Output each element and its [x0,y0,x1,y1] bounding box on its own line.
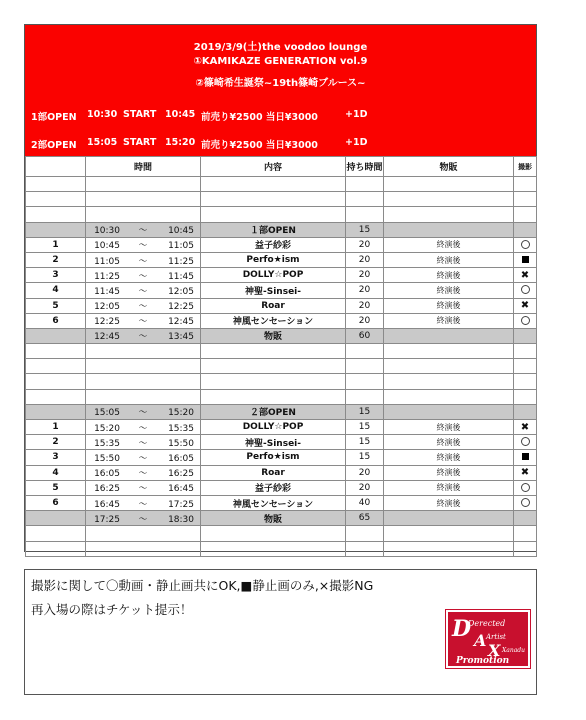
slot-number [26,389,86,404]
blank-row [26,541,537,556]
circle-icon [521,483,530,492]
slot-photo [514,359,537,374]
slot-time [86,298,201,313]
col-photo: 撮影 [514,157,537,177]
slot-duration: 65 [346,511,384,526]
tilde: ～ [138,469,148,480]
slot-number [26,328,86,343]
slot-merch: 終演後 [384,313,514,328]
table-row [26,237,537,252]
circle-icon [521,285,530,294]
slot-act: 物販 [201,328,346,343]
table-row [26,480,537,495]
slot-number [26,511,86,526]
slot-merch [384,328,514,343]
slot-number [26,177,86,192]
slot-merch: 終演後 [384,420,514,435]
tilde: ～ [138,317,148,328]
event-title-1: ①KAMIKAZE GENERATION vol.9 [193,56,368,67]
slot-act [201,359,346,374]
slot-number [26,374,86,389]
schedule-sheet [24,24,537,552]
slot-duration [346,207,384,222]
slot-time [86,450,201,465]
slot-merch: 終演後 [384,252,514,267]
end-time: 17:25 [168,499,194,510]
slot-photo [514,283,537,298]
slot-time [86,283,201,298]
slot-photo [514,177,537,192]
blank-row [26,526,537,541]
slot-merch [384,207,514,222]
table-row [26,465,537,480]
start-time: 17:25 [94,514,120,525]
start-time: 16:05 [94,469,120,480]
logo-big-x: X [488,641,501,660]
slot-act: Perfo★ism [201,252,346,267]
slot-act [201,541,346,556]
end-time: 15:50 [168,438,194,449]
table-row [26,435,537,450]
slot-number: 3 [26,450,86,465]
slot-duration: 60 [346,328,384,343]
slot-photo [514,541,537,556]
slot-time [86,222,201,237]
cross-icon: ✖ [520,300,530,312]
slot-duration: 15 [346,420,384,435]
slot-number: 3 [26,268,86,283]
slot-photo [514,404,537,419]
slot-number: 6 [26,313,86,328]
slot-merch: 終演後 [384,495,514,510]
slot-merch [384,541,514,556]
square-icon [522,256,529,263]
section-row [26,222,537,237]
table-header [26,157,537,177]
circle-icon [521,240,530,249]
slot-act: 神風センセーション [201,313,346,328]
slot-merch [384,389,514,404]
slot-photo [514,495,537,510]
section-row [26,404,537,419]
slot-duration [346,541,384,556]
slot-number [26,207,86,222]
tilde: ～ [138,408,148,419]
slot-time [86,344,201,359]
end-time: 13:45 [168,332,194,343]
slot-duration: 20 [346,480,384,495]
start-time: 10:45 [94,241,120,252]
slot-merch [384,222,514,237]
tilde: ～ [138,453,148,464]
slot-act: Roar [201,298,346,313]
slot-merch [384,404,514,419]
blank-row [26,359,537,374]
slot-act [201,192,346,207]
slot-time [86,389,201,404]
logo-line1: Derected [468,619,506,628]
slot-merch: 終演後 [384,435,514,450]
slot-act: 神聖-Sinsei- [201,283,346,298]
logo-big-d: D [452,616,472,642]
start-time: 11:25 [94,271,120,282]
slot-number [26,526,86,541]
blank-row [26,207,537,222]
table-row [26,252,537,267]
start-time: 15:20 [94,423,120,434]
slot-number: 6 [26,495,86,510]
logo-graphic [448,612,528,666]
table-row [26,420,537,435]
logo-line4: Promotion [456,656,510,666]
slot-photo [514,480,537,495]
slot-photo [514,252,537,267]
slot-number: 1 [26,237,86,252]
end-time: 16:25 [168,469,194,480]
end-time: 15:35 [168,423,194,434]
slot-number: 2 [26,435,86,450]
col-merch: 物販 [384,157,514,177]
slot-time [86,495,201,510]
slot-duration [346,359,384,374]
slot-time [86,359,201,374]
slot-photo [514,237,537,252]
cross-icon: ✖ [520,467,530,479]
col-duration: 持ち時間 [346,157,384,177]
tilde: ～ [138,484,148,495]
table-row [26,313,537,328]
blank-row [26,192,537,207]
slot-time [86,192,201,207]
tilde: ～ [138,438,148,449]
circle-icon [521,316,530,325]
slot-duration: 20 [346,268,384,283]
slot-act: DOLLY☆POP [201,420,346,435]
slot-duration: 20 [346,283,384,298]
circle-icon [521,498,530,507]
slot-act [201,177,346,192]
slot-duration [346,177,384,192]
slot-photo [514,192,537,207]
slot-number [26,359,86,374]
slot-number: 4 [26,283,86,298]
slot-photo [514,389,537,404]
slot-act: 物販 [201,511,346,526]
slot-merch: 終演後 [384,450,514,465]
start-time: 11:05 [94,256,120,267]
cross-icon: ✖ [520,421,530,433]
tilde: ～ [138,256,148,267]
slot-time [86,541,201,556]
slot-time [86,404,201,419]
slot-merch: 終演後 [384,298,514,313]
slot-time [86,268,201,283]
timetable [25,156,537,557]
end-time: 11:25 [168,256,194,267]
end-time: 12:05 [168,286,194,297]
slot-act [201,526,346,541]
square-icon [522,453,529,460]
slot-duration: 20 [346,237,384,252]
slot-act: １部OPEN [201,222,346,237]
table-row [26,283,537,298]
tilde: ～ [138,302,148,313]
slot-photo [514,207,537,222]
end-time: 10:45 [168,226,194,237]
slot-time [86,328,201,343]
slot-time [86,374,201,389]
logo-line2: Artist [486,633,506,641]
slot-act: 神風センセーション [201,495,346,510]
slot-number [26,541,86,556]
slot-number: 2 [26,252,86,267]
slot-number: 4 [26,465,86,480]
slot-duration [346,389,384,404]
slot-photo [514,374,537,389]
start-time: 11:45 [94,286,120,297]
slot-number [26,222,86,237]
slot-act: Roar [201,465,346,480]
start-time: 12:25 [94,317,120,328]
tilde: ～ [138,241,148,252]
event-header: 2019/3/9(土)the voodoo lounge ①KAMIKAZE GENERATION vol.9 ②篠崎希生誕祭~19th篠崎ブルース~ 1部OPEN 10:30 START 10:45 前売り¥2500 当日¥3000 +1D 2部OPEN 15:05 START 15:20 前売り¥2500 当日¥3000 +1D [25,25,536,156]
slot-number [26,344,86,359]
slot-time [86,252,201,267]
tilde: ～ [138,271,148,282]
slot-number: 5 [26,298,86,313]
slot-photo [514,465,537,480]
slot-duration: 20 [346,252,384,267]
slot-time [86,465,201,480]
slot-number [26,192,86,207]
slot-merch: 終演後 [384,237,514,252]
table-row [26,450,537,465]
section-row [26,328,537,343]
end-time: 16:05 [168,453,194,464]
slot-photo [514,526,537,541]
tilde: ～ [138,226,148,237]
slot-photo [514,313,537,328]
col-no [26,157,86,177]
slot-act: DOLLY☆POP [201,268,346,283]
blank-row [26,389,537,404]
logo-line3: Xanadu [502,647,525,654]
col-time: 時間 [86,157,201,177]
slot-merch [384,344,514,359]
start-time: 12:05 [94,302,120,313]
col-content: 内容 [201,157,346,177]
end-time: 11:05 [168,241,194,252]
blank-row [26,374,537,389]
end-time: 15:20 [168,408,194,419]
slot-time [86,237,201,252]
slot-act [201,374,346,389]
table-row [26,495,537,510]
slot-duration: 20 [346,465,384,480]
slot-time [86,511,201,526]
start-time: 12:45 [94,332,120,343]
slot-merch [384,192,514,207]
slot-number: 1 [26,420,86,435]
end-time: 11:45 [168,271,194,282]
slot-merch: 終演後 [384,268,514,283]
slot-duration [346,374,384,389]
end-time: 12:45 [168,317,194,328]
blank-row [26,177,537,192]
logo-big-a: A [474,631,487,650]
slot-act: 神聖-Sinsei- [201,435,346,450]
tilde: ～ [138,514,148,525]
event-title-2: ②篠崎希生誕祭~19th篠崎ブルース~ [195,78,366,89]
start-time: 16:45 [94,499,120,510]
date-venue: 2019/3/9(土)the voodoo lounge [193,42,368,53]
slot-act [201,389,346,404]
slot-duration [346,526,384,541]
slot-time [86,207,201,222]
slot-time [86,435,201,450]
slot-act [201,207,346,222]
slot-act: ２部OPEN [201,404,346,419]
slot-merch: 終演後 [384,465,514,480]
slot-duration: 15 [346,222,384,237]
slot-merch [384,374,514,389]
slot-duration: 20 [346,313,384,328]
slot-time [86,420,201,435]
start-time: 10:30 [94,226,120,237]
slot-act: 益子紗彩 [201,480,346,495]
slot-act: Perfo★ism [201,450,346,465]
circle-icon [521,437,530,446]
slot-number: 5 [26,480,86,495]
promotion-logo [446,610,530,668]
slot-photo [514,268,537,283]
slot-duration: 15 [346,450,384,465]
slot-photo [514,511,537,526]
slot-duration: 15 [346,404,384,419]
slot-merch [384,526,514,541]
slot-photo [514,450,537,465]
slot-duration: 20 [346,298,384,313]
slot-time [86,177,201,192]
slot-merch: 終演後 [384,480,514,495]
table-row [26,298,537,313]
start-time: 15:05 [94,408,120,419]
table-row [26,268,537,283]
slot-time [86,480,201,495]
photo-policy-note: 撮影に関して〇動画・静止画共にOK,■静止画のみ,×撮影NG [31,578,374,593]
blank-row [26,344,537,359]
slot-duration: 15 [346,435,384,450]
slot-act: 益子紗彩 [201,237,346,252]
start-time: 15:50 [94,453,120,464]
slot-merch [384,177,514,192]
slot-photo [514,435,537,450]
tilde: ～ [138,286,148,297]
tilde: ～ [138,499,148,510]
tilde: ～ [138,423,148,434]
slot-photo [514,420,537,435]
slot-photo [514,298,537,313]
slot-duration [346,192,384,207]
end-time: 12:25 [168,302,194,313]
end-time: 16:45 [168,484,194,495]
slot-time [86,313,201,328]
slot-photo [514,344,537,359]
slot-number [26,404,86,419]
slot-photo [514,328,537,343]
slot-merch [384,359,514,374]
slot-photo [514,222,537,237]
cross-icon: ✖ [520,269,530,281]
end-time: 18:30 [168,514,194,525]
slot-merch [384,511,514,526]
reentry-note: 再入場の際はチケット提示！ [31,602,193,617]
notes-box [24,569,537,695]
slot-duration: 40 [346,495,384,510]
slot-act [201,344,346,359]
slot-time [86,526,201,541]
tilde: ～ [138,332,148,343]
slot-duration [346,344,384,359]
section-row [26,511,537,526]
start-time: 16:25 [94,484,120,495]
start-time: 15:35 [94,438,120,449]
slot-merch: 終演後 [384,283,514,298]
